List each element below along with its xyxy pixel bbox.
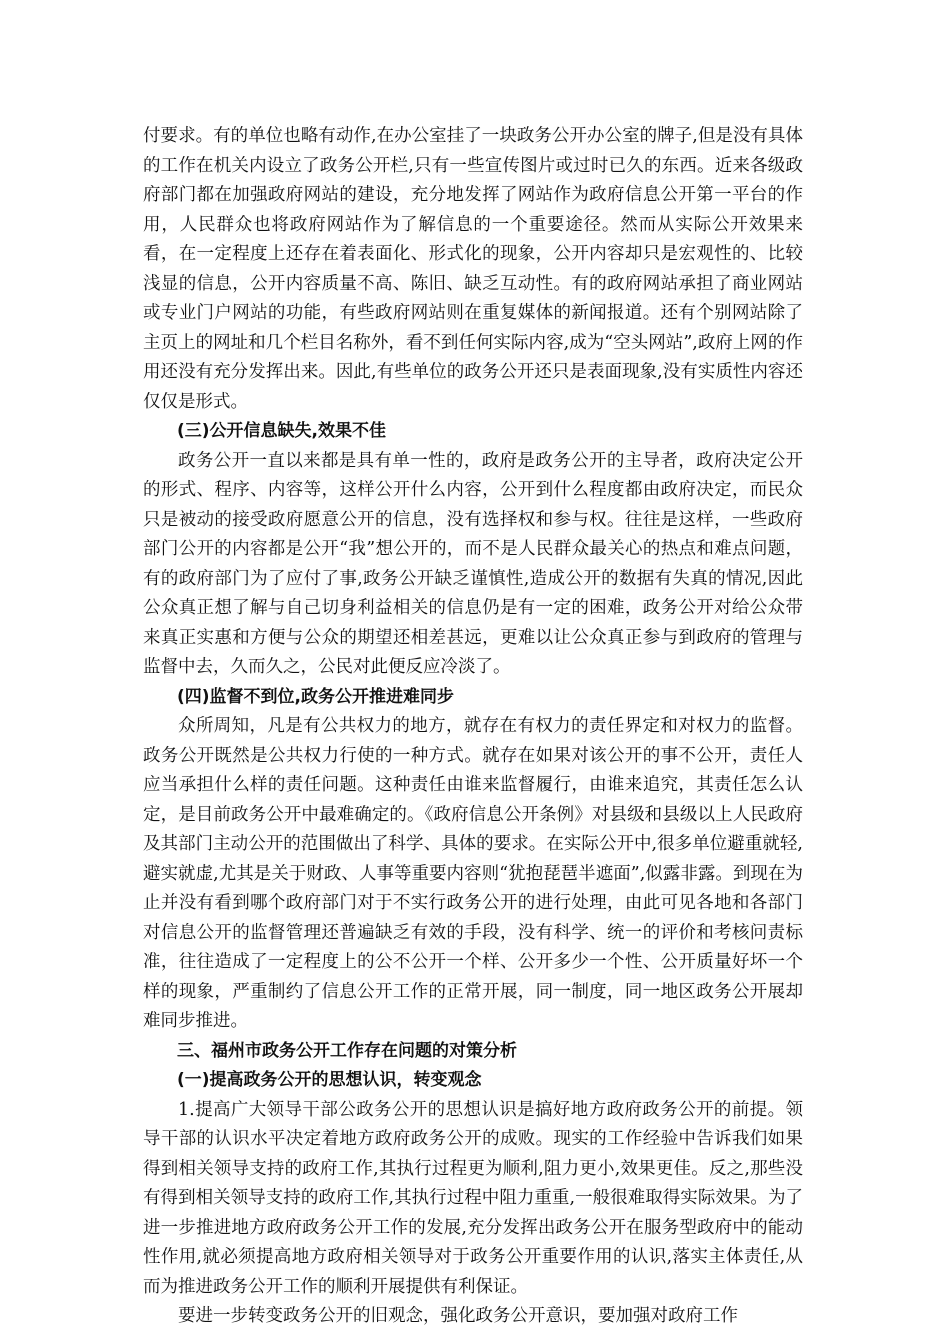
paragraph-info-missing: 政务公开一直以来都是具有单一性的，政府是政务公开的主导者，政府决定公开的形式、程序、内容等，这样公开什么内容，公开到什么程度都由政府决定，而民众只是被动的接受政府愿意公开的信息，没有选择权和参与权。往往是这样，一些政府部门公开的内容都是公开“我”想公开的，而不是人民群众最关心的热点和难点问题，有的政府部门为了应付了事,政务公开缺乏谨慎性,造成公开的数据有失真的情况,因此公众真正想了解与自己切身利益相关的信息仍是有一定的困难，政务公开对给公众带来真正实惠和方便与公众的期望还相差甚远，更难以让公众真正参与到政府的管理与监督中去，久而久之，公民对此便反应冷淡了。 [143,450,803,677]
heading-supervision: (四)监督不到位,政务公开推进难同步 [177,686,454,707]
heading-section-three: 三、福州市政务公开工作存在问题的对策分析 [177,1040,517,1061]
heading-improve-awareness: (一)提高政务公开的思想认识，转变观念 [177,1070,482,1090]
paragraph-leadership: 1.提高广大领导干部公政务公开的思想认识是搞好地方政府政务公开的前提。领导干部的认识水平决定着地方政府政务公开的成败。现实的工作经验中告诉我们如果得到相关领导支持的政府工作,其执行过程更为顺利,阻力更小,效果更佳。反之,那些没有得到相关领导支持的政府工作,其执行过程中阻力重重,一般很难取得实际效果。为了进一步推进地方政府政务公开工作的发展,充分发挥出政务公开在服务型政府中的能动性作用,就必须提高地方政府相关领导对于政务公开重要作用的认识,落实主体责任,从而为推进政务公开工作的顺利开展提供有利保证。 [143,1099,803,1297]
paragraph-change-concept: 要进一步转变政务公开的旧观念，强化政务公开意识，要加强对政府工作 [178,1306,738,1326]
heading-info-missing: (三)公开信息缺失,效果不佳 [177,421,386,441]
paragraph-website-issues: 付要求。有的单位也略有动作,在办公室挂了一块政务公开办公室的牌子,但是没有具体的工作在机关内设立了政务公开栏,只有一些宣传图片或过时已久的东西。近来各级政府部门都在加强政府网站的建设，充分地发挥了网站作为政府信息公开第一平台的作用，人民群众也将政府网站作为了解信息的一个重要途径。然而从实际公开效果来看，在一定程度上还存在着表面化、形式化的现象，公开内容却只是宏观性的、比较浅显的信息，公开内容质量不高、陈旧、缺乏互动性。有的政府网站承担了商业网站或专业门户网站的功能，有些政府网站则在重复媒体的新闻报道。还有个别网站除了主页上的网址和几个栏目名称外，看不到任何实际内容,成为“空头网站”,政府上网的作用还没有充分发挥出来。因此,有些单位的政务公开还只是表面现象,没有实质性内容还仅仅是形式。 [143,126,803,412]
document-page [143,122,803,1332]
paragraph-supervision: 众所周知，凡是有公共权力的地方，就存在有权力的责任界定和对权力的监督。政务公开既然是公共权力行使的一种方式。就存在如果对该公开的事不公开，责任人应当承担什么样的责任问题。这种责任由谁来监督履行，由谁来追究，其责任怎么认定，是目前政务公开中最难确定的。《政府信息公开条例》对县级和县级以上人民政府及其部门主动公开的范围做出了科学、具体的要求。在实际公开中,很多单位避重就轻,避实就虚,尤其是关于财政、人事等重要内容则“犹抱琵琶半遮面”,似露非露。到现在为止并没有看到哪个政府部门对于不实行政务公开的进行处理，由此可见各地和各部门对信息公开的监督管理还普遍缺乏有效的手段，没有科学、统一的评价和考核问责标准，往往造成了一定程度上的公不公开一个样、公开多少一个性、公开质量好坏一个样的现象，严重制约了信息公开工作的正常开展，同一制度，同一地区政务公开展却难同步推进。 [143,716,803,1031]
